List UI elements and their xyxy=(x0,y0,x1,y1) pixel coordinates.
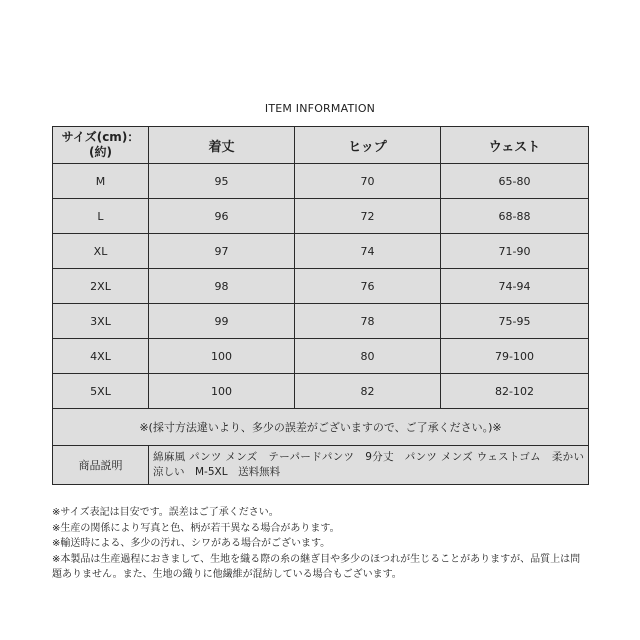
table-header-row xyxy=(53,127,589,164)
note-item: ※本製品は生産過程におきまして、生地を織る際の糸の継ぎ目や多少のほつれが生じることがありますが、品質上は問題ありません。また、生地の織りに他繊維が混紡している場合もございます。 xyxy=(52,553,581,580)
table-cell: 82-102 xyxy=(441,374,589,409)
description-row xyxy=(53,446,589,485)
table-cell: 100 xyxy=(149,374,295,409)
header-size: サイズ(cm)：(約) xyxy=(53,127,149,164)
table-row xyxy=(53,374,589,409)
measurement-note-row xyxy=(53,409,589,446)
table-cell: 80 xyxy=(295,339,441,374)
table-cell: XL xyxy=(53,234,149,269)
table-cell: 97 xyxy=(149,234,295,269)
table-cell: 79-100 xyxy=(441,339,589,374)
header-waist: ウェスト xyxy=(441,127,589,164)
table-row xyxy=(53,164,589,199)
table-cell: 71-90 xyxy=(441,234,589,269)
table-row xyxy=(53,304,589,339)
table-row xyxy=(53,234,589,269)
header-hip: ヒップ xyxy=(295,127,441,164)
table-cell: 4XL xyxy=(53,339,149,374)
table-cell: 72 xyxy=(295,199,441,234)
table-cell: 98 xyxy=(149,269,295,304)
table-cell: 96 xyxy=(149,199,295,234)
table-cell: 70 xyxy=(295,164,441,199)
table-row xyxy=(53,199,589,234)
page-title: ITEM INFORMATION xyxy=(264,102,376,115)
description-label: 商品説明 xyxy=(53,446,149,485)
table-cell: 2XL xyxy=(53,269,149,304)
table-row xyxy=(53,269,589,304)
table-cell: 74 xyxy=(295,234,441,269)
header-length: 着丈 xyxy=(149,127,295,164)
table-cell: 75-95 xyxy=(441,304,589,339)
table-cell: 82 xyxy=(295,374,441,409)
table-cell: 99 xyxy=(149,304,295,339)
table-cell: 3XL xyxy=(53,304,149,339)
table-row xyxy=(53,339,589,374)
table-cell: 74-94 xyxy=(441,269,589,304)
table-cell: 68-88 xyxy=(441,199,589,234)
table-cell: 78 xyxy=(295,304,441,339)
note-item: ※サイズ表記は目安です。誤差はご了承ください。 xyxy=(52,507,279,518)
size-table xyxy=(52,126,595,485)
description-text: 綿麻風 パンツ メンズ テーパードパンツ 9分丈 パンツ メンズ ウェストゴム 柔かい 涼しい M-5XL 送料無料 xyxy=(149,446,589,485)
table-cell: 65-80 xyxy=(441,164,589,199)
table-cell: 76 xyxy=(295,269,441,304)
note-item: ※輸送時による、多少の汚れ、シワがある場合がございます。 xyxy=(52,538,331,549)
table-cell: M xyxy=(53,164,149,199)
table-cell: 100 xyxy=(149,339,295,374)
measurement-note: ※(採寸方法違いより、多少の誤差がございますので、ご了承ください。)※ xyxy=(53,409,589,446)
notes-list xyxy=(52,505,588,583)
table-cell: 5XL xyxy=(53,374,149,409)
note-item: ※生産の関係により写真と色、柄が若干異なる場合があります。 xyxy=(52,522,340,534)
table-cell: L xyxy=(53,199,149,234)
table-cell: 95 xyxy=(149,164,295,199)
